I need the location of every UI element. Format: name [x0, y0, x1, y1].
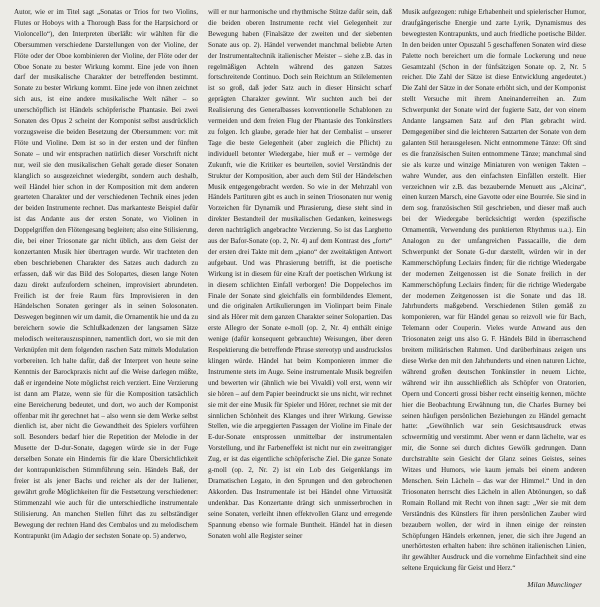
text-columns — [14, 7, 586, 587]
author-signature: Milan Munclinger — [527, 580, 582, 589]
column-1-text: Autor, wie er im Titel sagt „Sonatas or Trios for two Violins, Flutes or Hoboys with a Thorough Bass for the Harpsichord or Violoncello“), den Interpreten überläßt: wir wählten für die Obersummen verschiedene Darstellungen von der Violine, der Flöte oder der Oboe kombinieren der Violine, der Flöte oder der Oboe Sonate zu bester Wirkung kommt. Eine jede von ihnen darf der musikalische Charakter der betreffenden bestimmt. Sonate zu bester Wirkung kommt. Eine jede von ihnen zeichnet sich aus, ist eine andere musikalische Welt näher – so unerschöpflich ist Händels schöpferische Phantasie. Bei zwei Sonaten des Opus 2 scheint der Komponist selbst ausdrücklich vorzugsweise die beiden Besetzung der Obersummen: vor: mit Flöte und Violine. Dem ist so in der ersten und der fünften Sonate – und wir entsprachen natürlich dieser Vorschrift nicht nur, weil sie den musikalischen Gehalt gerade dieser Sonaten klanglich so ausgezeichnet wiedergibt, sondern auch deshalb, weil Händel hier schon in der Komposition mit dem anderen gearteten Charakter und der verschiedenen Technik eines jeden der beiden Instrumente rechnet. Das markanteste Beispiel dafür ist das Andante aus der ersten Sonate, wo Violinen in Doppelgriffen den Flötengesang begleiten; also eine Stilisierung, die, bei einer Triosonate gar nicht üblich, aus dem Geist der konzertanten Musik hier übertragen wurde. Wir trachteten den eben beschriebenen Charakter des Satzes auch dadurch zu erfassen, daß wir das Bild des Solopartes, diesen lange Noten dazu direkt aufzufordern scheinen, improvisiert abrundeten. Freilich ist der freie Raum fürs Improvisieren in den Händelschen Sonaten geringer als in seinen Solosonaten. Deswegen beginnen wir um damit, die Ornamentik hie und da zu bereichern sowie die Schlußkadenzen der langsamen Sätze melodisch weiterauszuspinnen, namentlich dort, wo sie mit den Verknüpfen mit dem folgenden raschen Satz mittels Modulation vorbereiten. Ich halte dafür, daß der Interpret von heute seine Kenntnis der Barockpraxis nicht auf die Weise darlegen müßte, daß er irgendeine Note möglichst reich verziert. Eine Verzierung ist dann am Platze, wenn sie für die Komposition tatsächlich eine Bereicherung bedeutet, und dort, wo auch der Komponist offenbar mit ihr gerechnet hat – also wenn sie dem Werke selbst dienlich ist, aber nicht die Gewandtheit des Spielers vorführen soll. Besonders bedarf hier die Repetition der Melodie in der Musette der D-dur-Sonate, dagegen würde sie in der Fuge derselben Sonate ein Hindernis für die klare Übersichtlichkeit der kontrapunktischen Stimmführung sein. Händels Baß, der freier ist als jener Bachs und reicher als der der Italiener, gewährt große Möglichkeiten für die Festsetzung verschiedener: Stimmenzahl wie auch für die unterschiedliche instrumentale Stilisierung. An manchen Stellen führt das zu selbständiger Bewegung der rechten Hand des Cembalos und zu melodischem Kontrapunkt (im Adagio der sechsten Sonate op. 5) anderwo, — [14, 8, 198, 540]
column-3-text: Musik aufgezogen: ruhige Erhabenheit und spielerischer Humor, draufgängerische Energie und zarte Lyrik, Dynamismus des bewegtesten Kontrapunkts, und auch friedliche poetische Bilder. In den beiden unter Opuszahl 5 geschaffenen Sonaten wird diese Palette noch bereichert um die formale Lockerung und neue Gesamtzahl (Schon in der fünfsätzigen Sonate op. 2, Nr. 5 reicher. Die Zahl der Sätze ist diese Entwicklung angedeutet.) Die Zahl der Sätze in der Sonate erhöht sich, und der Komponist stellt Versuche mit ihrem Aneinanderreihen an. Zum Schwerpunkt der Sonate wird der fugierte Satz, der von einem Andante langsamen Satz auf den Plan gebracht wird. Demgegenüber sind die leichteren Satzarten der Sonate von dem galanten Stil herausgelesen. Nicht entnommene Tänze: Oft sind es die französischen Suiten entnommene Tänze; manchmal sind sie als kurze und winzige Miniaturen von wenigen Takten – wahre Wunder, aus den einfachsten Einfällen erstellt. Hier verzeichnen wir z.B. das bezaubernde Menuett aus „Alcina“, einen kurzen Marsch, eine Gavotte oder eine Bourrée. Sie sind in dem sog. französischen Stil geschrieben, und dieser maß auch bei der Wiedergabe berücksichtigt werden (spezifische Ornamentik, Verwendung des punktierten Rhythmus u.a.). Ein Analogon zu der umfangreichen Passacaille, die dem Schwerpunkt der Sonate G-dur darstellt, würden wir in der Kammerschöpfung Leclairs finden; für die richtige Wiedergabe der modernen Zeitgenossen ist die Sonate freilich in der Kammerschöpfung Leclairs finden; für die richtige Wiedergabe der modernen Zeitgenossen ist die Sonate und das 18. Jahrhunderts maßgebend. Verschiedenen Stilen gemäß zu komponieren, war für Händel genau so reizvoll wie für Bach, Telemann oder Couperin. Vieles wurde Anwand aus den Triosonaten zeigt uns also G. F. Händels Bild in überraschend breitem militärischen Rahmen. Und darüberhinaus zeigen uns diese Werke den mit den Jahrhunderts und einen naturen Lichte, während großen deutschen Tonkünstler in neuem Lichte, während wir ihn ausschließlich als Schöpfer von Oratorien, Opern und Concerti grossi bisher recht einseitig kennen, möchte hier die Beobachtung Erwähnung tun, die Charles Burney bei seinen häufigen persönlichen Beziehungen zu Händel gemacht hatte: „Gewöhnlich war sein Gesichtsausdruck etwas schwermütig und verstimmt. Aber wenn er dann lächelte, war es mir, die Sonne sei durch dichtes Gewölk gedrungen. Dann durchstrahlte sein Gesicht der Glanz seines Geistes, seines Witzes und Humors, wie kaum jemals bei einem anderen Menschen. Sein Lächeln – das war der Himmel.“ Und in den Triosonaten herrscht dies Lächeln in allen Abtönungen, so daß Romain Rolland mit Recht von ihnen sagt: „Wer sie mit dem Verständnis des Künstlers für ihren persönlichen Zauber wird bezaubern wollen, der wird in ihnen einige der reinsten Schöpfungen Händels erkennen, jener, die sich ihre Jugend an unerhörtesten erhalten haben: ihre schönen italienischen Linien, ihr gewählter Ausdruck und die vornehme Einfachheit sind eine seltene Erquickung für Geist und Herz.“ — [402, 8, 586, 573]
text-column-1 — [14, 7, 198, 587]
text-column-3 — [402, 7, 586, 587]
text-column-2 — [208, 7, 392, 587]
column-2-text: will er nur harmonische und rhythmische Stütze dafür sein, daß die beiden oberen Instrumente recht viel Gelegenheit zur Bewegung haben (Finalsätze der zweiten und der siebenten Sonate aus op. 2). Händel verwendet manchmal beliebte Arten der Instrumentaltechnik italienischer Meister – siehe z.B. das in regelmäßigen Achteln während des ganzen Satzes fortschreitende Continuo. Doch sein Reichtum an Stilelementen ist so groß, daß jeder Satz auch in dieser Hinsicht scharf geprägten Charakter gewinnt. Wir suchten auch bei der Realisierung des Generalbasses konventionelle Schablonen zu vermeiden und dem freien Flug der Phantasie des Tonkünstlers zu folgen. Ich glaube, gerade hier hat der Cembalist – unserer Tage die beste Gelegenheit (aber zugleich die Pflicht) zu individuell betonter Wiedergabe, hier muß er – vermöge der Zukunft, wie die Kritiker es beurteilen, soviel Verständnis der Struktur der Komposition, aber auch dem Stil der Händelschen Musik entgegengebracht werden. So wie in der Mehrzahl von Händels Partituren gibt es auch in seinen Triosonaten nur wenig Vorzeichen für Dynamik und Phrasierung, diese steht sind in direkter Bestandteil der musikalischen Gedanken, keineswegs deren nachträglich angebrachte Verzierung. So ist das Larghetto aus der Bafor-Sonate (op. 2, Nr. 4) auf dem Kontrast des „forte“ der ersten drei Takte mit dem „piano“ der zweitaktigen Antwort aufgebaut. Und was Phrasierung betrifft, ist die poetische Wirkung ist in diesem für eine Kraft der poetischen Wirkung ist in diesem schlichten Einfall verborgen! Die Doppelechos im Finale der Sonate sind gleichfalls ein formbildendes Element, und die originalen Artikulierungen im Violinpart beim Finale sind als Hörer mit dem ganzen Charakter seiner Solopartien. Das erste Allegro der Sonate e-moll (op. 2, Nr. 4) enthält einige wenige (dafür konsequent gebrauchte) Weisungen, über deren Respektierung die betreffende Phrase stereotyp und ausdruckslos klingen würde. Händel hat beim Komponieren immer die Instrumente stets im Auge. Seine instrumentale Musik begreifen und bewerten wir (ähnlich wie bei Vivaldi) voll erst, wenn wir sie hören – auf dem Papier beeindruckt sie uns nicht, wir rechnet sie mit der eine Musik für Spieler und Hörer, rechnet sie mit der sinnlichen Schönheit des Klanges und ihrer Wirkung. Gewisse Stellen, wie die arpeggierten Passagen der Violine im Finale der E-dur-Sonate entsprossen unmittelbar der instrumentalen Vorstellung, und ihr Farbeneffekt ist nicht nur ein zweitrangiger Zug, er ist das eigentliche schöpferische Ziel. Die ganze Sonate g-moll (op. 2, Nr. 2) ist ein Lob des Geigenklangs im Dramatischen Legato, in den Sprungen und den gebrochenen Akkorden. Das Instrumentale ist bei Händel ohne Virtuosität undenkbar. Das Konzertante drängt sich unmisserbrochen in seine Sonaten, verleiht ihnen effektvollen Glanz und erregende Spannung ebenso wie formale Buntheit. Händel hat in diesen Sonaten wohl alle Register seiner — [208, 8, 392, 540]
